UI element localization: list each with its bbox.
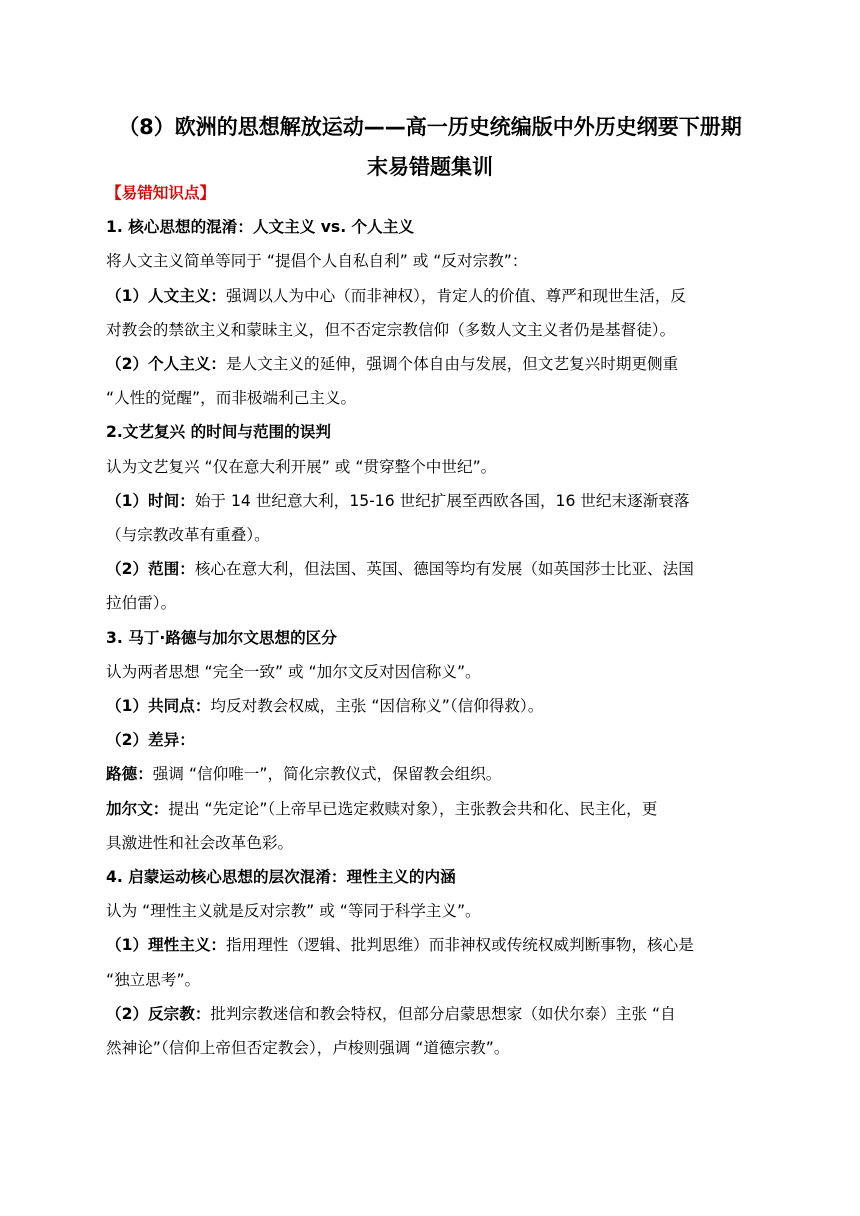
section-3-point-1-label: （1）共同点： (106, 697, 211, 716)
section-2-point-2 (106, 552, 754, 586)
section-4-point-2-cont: 然神论”（信仰上帝但否定教会），卢梭则强调 “道德宗教”。 (106, 1039, 510, 1058)
section-1-point-1 (106, 279, 754, 313)
section-1-point-2-label: （2）个人主义： (106, 355, 227, 374)
section-label (106, 176, 754, 210)
section-4-point-1 (106, 928, 754, 962)
section-2-heading: 2.文艺复兴 的时间与范围的误判 (106, 423, 331, 442)
section-2-point-2-label: （2）范围： (106, 560, 195, 579)
section-2-point-1-text-a: 始于 14 世纪意大利，15-16 世纪扩展至西欧各国，16 世纪末逐渐衰落 (194, 491, 690, 510)
section-3-calvin-cont: 具激进性和社会改革色彩。 (106, 833, 294, 852)
section-4-point-2-text-a: 批判宗教迷信和教会特权，但部分启蒙思想家（如伏尔泰）主张 “自 (210, 1004, 676, 1023)
section-2-point-2-text-a: 核心在意大利，但法国、英国、德国等均有发展（如英国莎士比亚、法国 (194, 560, 694, 579)
section-label-text: 【易错知识点】 (106, 184, 216, 202)
section-2-point-1 (106, 484, 754, 518)
section-3-point-1 (106, 689, 754, 723)
section-1-point-1-label: （1）人文主义： (106, 286, 227, 305)
section-4-heading: 4. 启蒙运动核心思想的层次混淆：理性主义的内涵 (106, 868, 456, 887)
section-1-point-2-text-a: 是人文主义的延伸，强调个体自由与发展，但文艺复兴时期更侧重 (226, 355, 679, 374)
section-1-point-2-cont: “人性的觉醒”，而非极端利己主义。 (106, 389, 357, 408)
section-4-point-1-label: （1）理性主义： (106, 936, 227, 955)
section-3-luther-text: 强调 “信仰唯一”，简化宗教仪式，保留教会组织。 (152, 765, 502, 784)
section-1-intro: 将人文主义简单等同于 “提倡个人自私自利” 或 “反对宗教”： (106, 252, 528, 271)
section-4-point-1-text-a: 指用理性（逻辑、批判思维）而非神权或传统权威判断事物，核心是 (226, 936, 694, 955)
section-1-heading: 1. 核心思想的混淆：人文主义 vs. 个人主义 (106, 218, 414, 237)
section-3-calvin-text-a: 提出 “先定论”（上帝早已选定救赎对象），主张教会共和化、民主化，更 (168, 799, 658, 818)
title-line-2: 末易错题集训 (367, 155, 493, 179)
section-4-intro: 认为 “理性主义就是反对宗教” 或 “等同于科学主义”。 (106, 902, 481, 921)
section-1-point-1-text-a: 强调以人为中心（而非神权），肯定人的价值、尊严和现世生活，反 (226, 286, 687, 305)
document-body (106, 176, 754, 1065)
section-2-intro: 认为文艺复兴 “仅在意大利开展” 或 “贯穿整个中世纪”。 (106, 457, 497, 476)
section-1-point-2 (106, 347, 754, 381)
section-3-point-2-label: （2）差异： (106, 731, 195, 750)
section-4-point-2-label: （2）反宗教： (106, 1004, 211, 1023)
section-1-point-1-cont: 对教会的禁欲主义和蒙昧主义，但不否定宗教信仰（多数人文主义者仍是基督徒）。 (106, 320, 676, 339)
section-3-calvin (106, 792, 754, 826)
section-3-point-1-text: 均反对教会权威，主张 “因信称义”（信仰得救）。 (210, 697, 544, 716)
section-4-point-2 (106, 997, 754, 1031)
section-3-luther-label: 路德： (106, 765, 153, 784)
section-4-point-1-cont: “独立思考”。 (106, 970, 201, 989)
title-line-1: （8）欧洲的思想解放运动——高一历史统编版中外历史纲要下册期 (118, 115, 742, 139)
section-3-luther (106, 757, 754, 791)
section-2-point-2-cont: 拉伯雷）。 (106, 594, 177, 613)
section-2-point-1-label: （1）时间： (106, 491, 195, 510)
section-2-point-1-cont: （与宗教改革有重叠）。 (106, 526, 270, 545)
section-3-heading: 3. 马丁·路德与加尔文思想的区分 (106, 628, 337, 647)
section-3-calvin-label: 加尔文： (106, 799, 169, 818)
section-3-intro: 认为两者思想 “完全一致” 或 “加尔文反对因信称义”。 (106, 662, 481, 681)
document-title (100, 107, 760, 187)
section-3-point-2 (106, 723, 754, 757)
